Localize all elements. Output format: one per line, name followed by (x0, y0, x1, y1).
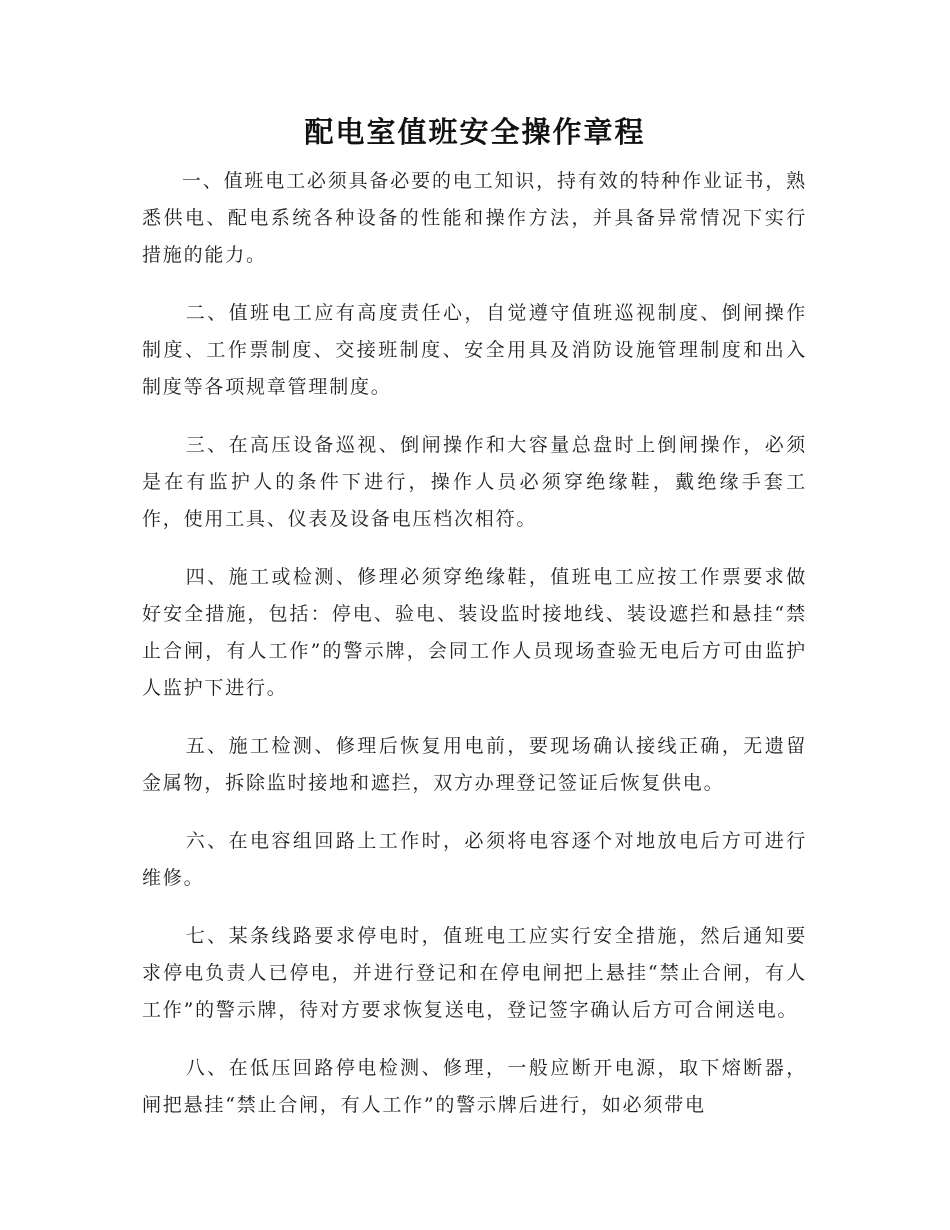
paragraph-8: 八、在低压回路停电检测、修理，一般应断开电源，取下熔断器，闸把悬挂“禁止合闸，有人工作”的警示牌后进行，如必须带电 (142, 1057, 807, 1116)
paragraph-6: 六、在电容组回路上工作时，必须将电容逐个对地放电后方可进行维修。 (142, 830, 807, 889)
paragraph-4: 四、施工或检测、修理必须穿绝缘鞋，值班电工应按工作票要求做好安全措施，包括：停电、验电、装设监时接地线、装设遮拦和悬挂“禁止合闸，有人工作”的警示牌，会同工作人员现场查验无电后方可由监护人监护下进行。 (142, 566, 807, 699)
paragraph-3: 三、在高压设备巡视、倒闸操作和大容量总盘时上倒闸操作，必须是在有监护人的条件下进行，操作人员必须穿绝缘鞋，戴绝缘手套工作，使用工具、仪表及设备电压档次相符。 (142, 434, 807, 530)
paragraph-2: 二、值班电工应有高度责任心，自觉遵守值班巡视制度、倒闸操作制度、工作票制度、交接班制度、安全用具及消防设施管理制度和出入制度等各项规章管理制度。 (142, 302, 807, 398)
paragraph-7: 七、某条线路要求停电时，值班电工应实行安全措施，然后通知要求停电负责人已停电，并进行登记和在停电闸把上悬挂“禁止合闸，有人工作”的警示牌，待对方要求恢复送电，登记签字确认后方可合闸送电。 (142, 925, 807, 1021)
document-body (142, 163, 807, 1145)
paragraph-1: 一、值班电工必须具备必要的电工知识，持有效的特种作业证书，熟悉供电、配电系统各种设备的性能和操作方法，并具备异常情况下实行措施的能力。 (142, 170, 807, 266)
document-title: 配电室值班安全操作章程 (304, 115, 646, 149)
paragraph-5: 五、施工检测、修理后恢复用电前，要现场确认接线正确，无遗留金属物，拆除监时接地和遮拦，双方办理登记签证后恢复供电。 (142, 735, 807, 794)
